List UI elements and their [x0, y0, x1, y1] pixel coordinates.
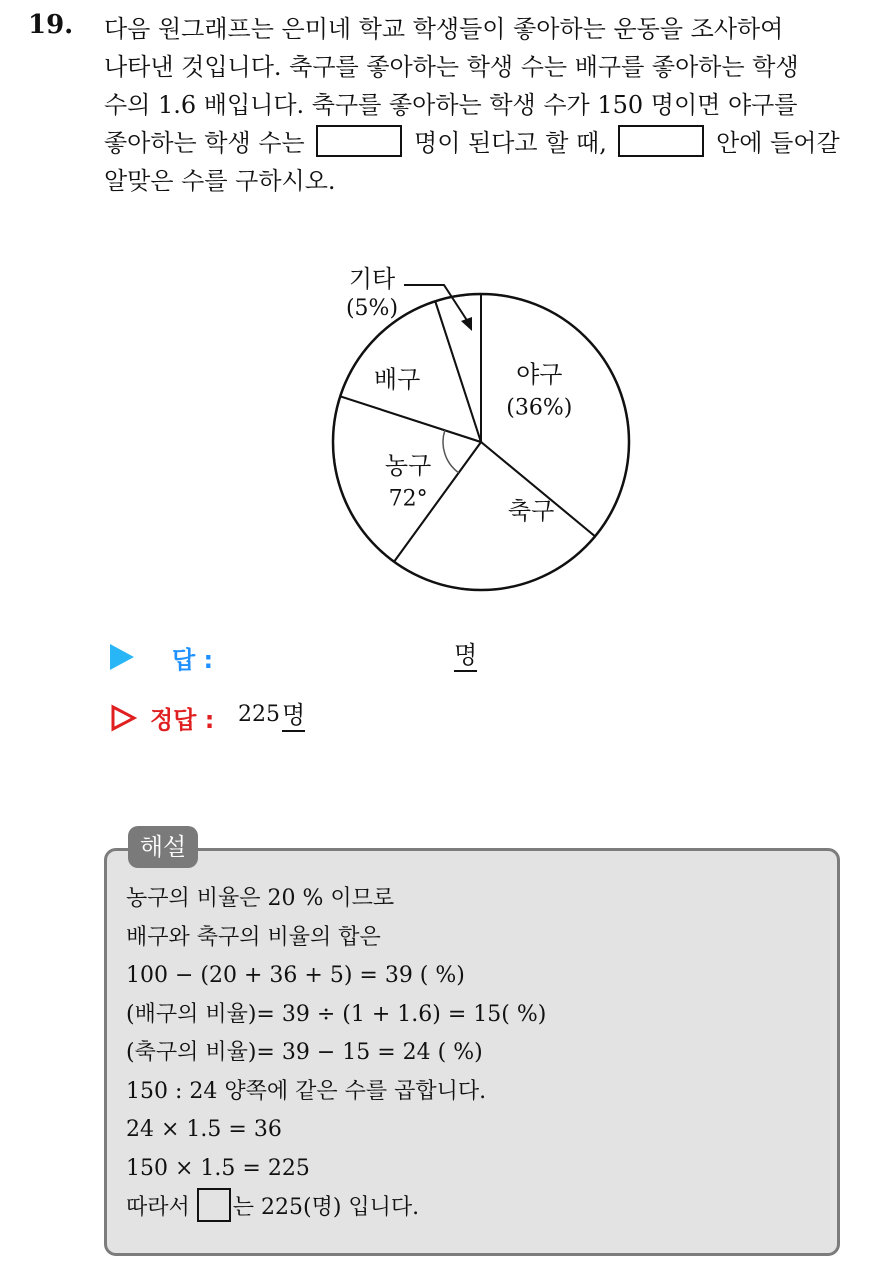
pie-chart	[300, 255, 660, 600]
explanation-line: 150 × 1.5 = 225	[126, 1155, 310, 1181]
play-triangle-icon	[110, 644, 134, 670]
slice-value-label: (5%)	[345, 296, 399, 321]
answer-blank-box	[197, 1188, 231, 1222]
correct-answer-value: 225	[238, 702, 280, 727]
correct-answer-label: 정답 :	[150, 706, 215, 734]
explanation-line: (배구의 비율)= 39 ÷ (1 + 1.6) = 15( %)	[126, 1001, 547, 1027]
question-fragment: 안에 들어갈	[716, 129, 840, 157]
slice-label: 축구	[507, 497, 555, 526]
question-fragment: 좋아하는 학생 수는	[104, 129, 305, 157]
question-text	[104, 10, 874, 200]
explanation-line: 배구와 축구의 비율의 합은	[126, 924, 381, 950]
slice-value-label: (36%)	[506, 395, 573, 421]
answer-label: 답 :	[172, 646, 214, 674]
correct-answer-unit: 명	[282, 700, 305, 732]
explanation-fragment: 따라서	[126, 1195, 190, 1220]
hollow-triangle-icon	[110, 704, 138, 732]
slice-label: 농구	[384, 451, 432, 480]
question-line	[104, 124, 874, 162]
explanation-line	[126, 1188, 826, 1227]
explanation-line: 150 : 24 양쪽에 같은 수를 곱합니다.	[126, 1078, 487, 1104]
explanation-text	[126, 880, 826, 1227]
pie-chart-svg	[300, 255, 660, 600]
question-line: 다음 원그래프는 은미네 학교 학생들이 좋아하는 운동을 조사하여	[104, 15, 784, 43]
slice-value-label: 72°	[388, 486, 428, 512]
explanation-line: 100 − (20 + 36 + 5) = 39 ( %)	[126, 963, 465, 988]
problem-number: 19.	[28, 10, 74, 40]
correct-answer-row	[110, 700, 610, 734]
question-fragment: 명이 된다고 할 때,	[414, 129, 607, 157]
question-line: 나타낸 것입니다. 축구를 좋아하는 학생 수는 배구를 좋아하는 학생	[104, 53, 799, 81]
explanation-tag: 해설	[128, 826, 198, 868]
explanation-line: 농구의 비율은 20 % 이므로	[126, 886, 395, 911]
answer-unit: 명	[454, 640, 477, 672]
slice-label: 기타	[348, 265, 396, 293]
answer-blank-box	[618, 125, 704, 157]
explanation-line: 24 × 1.5 = 36	[126, 1117, 282, 1142]
answer-row	[110, 640, 610, 674]
answer-blank-box	[316, 125, 402, 157]
slice-label: 야구	[516, 360, 563, 389]
explanation-line: (축구의 비율)= 39 − 15 = 24 ( %)	[126, 1040, 483, 1065]
question-line: 알맞은 수를 구하시오.	[104, 167, 336, 195]
slice-label: 배구	[373, 365, 421, 394]
explanation-fragment: 는 225(명) 입니다.	[232, 1195, 420, 1220]
question-line: 수의 1.6 배입니다. 축구를 좋아하는 학생 수가 150 명이면 야구를	[104, 91, 798, 119]
